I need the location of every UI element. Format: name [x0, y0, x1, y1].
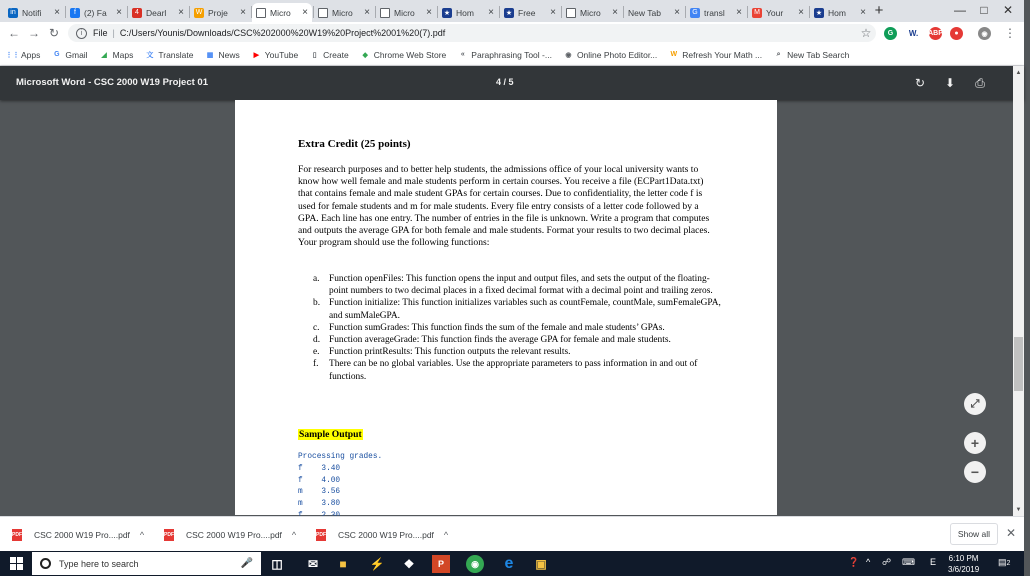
address-url: C:/Users/Younis/Downloads/CSC%202000%20W19%20Project%2001%20(7).pdf — [119, 28, 446, 38]
pdf-file-icon: PDF — [164, 529, 174, 541]
tab-close-icon[interactable]: × — [240, 7, 246, 18]
page-indicator[interactable]: 4 / 5 — [496, 77, 514, 87]
bookmark-star-icon[interactable]: ☆ — [860, 26, 872, 40]
sample-output-line: Processing grades. — [298, 453, 383, 461]
list-marker: e. — [313, 347, 320, 358]
address-bar[interactable] — [68, 24, 876, 42]
list-text: Function averageGrade: This function finds the average GPA for female and male students. — [329, 335, 671, 346]
list-text: Function sumGrades: This function finds the sum of the female and male students’ GPAs. — [329, 322, 665, 333]
list-text: There can be no global variables. Use the appropriate parameters to pass information in and out of functions. — [329, 359, 698, 382]
list-marker: f. — [313, 359, 319, 370]
store-icon[interactable]: ▣ — [535, 557, 547, 571]
page-icon: ▯ — [312, 51, 317, 59]
download-filename: CSC 2000 W19 Pro....pdf — [186, 530, 282, 540]
bookmark-5[interactable] — [252, 50, 298, 60]
adblock-extension-icon[interactable]: ABP — [929, 27, 942, 40]
tab-label: transl — [704, 7, 725, 18]
chrome-icon[interactable]: ◉ — [466, 555, 484, 573]
windows-taskbar — [0, 551, 1024, 576]
tab-close-icon[interactable]: × — [798, 7, 804, 18]
tab-11[interactable] — [686, 3, 746, 22]
list-item — [313, 334, 723, 346]
list-marker: d. — [313, 335, 321, 346]
sample-output-line: f 3.40 — [298, 464, 341, 473]
tab-label: Proje — [208, 7, 228, 18]
tab-close-icon[interactable]: × — [426, 7, 432, 18]
wolfram-icon: W — [670, 51, 678, 58]
chrome-menu-icon[interactable]: ⋮ — [1004, 26, 1016, 40]
forward-arrow-icon[interactable]: → — [28, 26, 40, 40]
tab-label: Your — [766, 7, 784, 18]
list-item — [313, 273, 723, 297]
wolfram-extension-icon[interactable]: W. — [908, 29, 919, 38]
clock-date: 3/6/2019 — [948, 565, 980, 574]
tab-close-icon[interactable]: × — [54, 7, 60, 18]
notification-icon[interactable]: ▤2 — [998, 557, 1011, 567]
show-all-downloads-button[interactable]: Show all — [950, 523, 998, 545]
tab-close-icon[interactable]: × — [860, 7, 866, 18]
youtube-icon: ▶ — [253, 51, 259, 59]
network-icon[interactable]: ☍ — [882, 557, 892, 567]
tab-close-icon[interactable]: × — [116, 7, 122, 18]
gmail-icon: M — [752, 8, 762, 18]
bookmark-3[interactable] — [145, 50, 193, 60]
task-view-icon[interactable]: ◫ — [271, 557, 283, 571]
bookmark-label: Translate — [158, 49, 194, 60]
bookmark-label: Refresh Your Math ... — [682, 49, 763, 60]
bookmark-label: Apps — [21, 49, 41, 60]
tab-0[interactable] — [4, 3, 64, 22]
list-marker: c. — [313, 322, 320, 333]
scrollbar-thumb[interactable] — [1014, 337, 1023, 391]
bookmark-label: Online Photo Editor... — [576, 49, 658, 60]
pdf-page — [235, 100, 777, 515]
pdf-title: Microsoft Word - CSC 2000 W19 Project 01 — [16, 77, 208, 88]
download-filename: CSC 2000 W19 Pro....pdf — [34, 530, 130, 540]
print-icon[interactable]: ⎙ — [975, 75, 985, 90]
list-text: Function initialize: This function initializes variables such as countFemale, countMale, sumFemaleGPA, and sumMaleGPA. — [329, 298, 721, 321]
tab-3[interactable] — [190, 3, 250, 22]
tab-strip — [0, 0, 1024, 22]
photo-editor-icon: ◉ — [565, 51, 572, 59]
pdf-file-icon: PDF — [316, 529, 326, 541]
address-separator: | — [112, 28, 115, 38]
apps-grid-icon: ⋮⋮ — [5, 51, 20, 59]
page-icon — [318, 8, 328, 18]
tab-close-icon[interactable]: × — [364, 7, 370, 18]
tab-label: New Tab — [628, 7, 661, 18]
bookmark-label: News — [218, 49, 240, 60]
download-options-chevron-icon[interactable]: ^ — [443, 530, 449, 540]
fit-page-icon[interactable]: ⤢ — [964, 393, 986, 415]
page-icon — [566, 8, 576, 18]
tab-label: Free — [518, 7, 536, 18]
pdf-file-icon: PDF — [12, 529, 22, 541]
bookmark-label: Gmail — [65, 49, 88, 60]
list-item — [313, 297, 723, 321]
star-bookmark-icon: ★ — [505, 9, 513, 17]
sample-output-line: m 3.80 — [298, 500, 341, 509]
section-heading: Extra Credit (25 points) — [298, 138, 411, 150]
news-icon: ▦ — [206, 51, 214, 59]
bookmark-10[interactable] — [669, 50, 762, 60]
calendar-4-icon: 4 — [132, 8, 142, 18]
tab-label: Micro — [270, 7, 291, 18]
sample-output-heading: Sample Output — [299, 429, 362, 440]
facebook-icon: f — [70, 8, 80, 18]
list-text: Function openFiles: This function opens the input and output files, and sets the output of the floating-point numbers to two decimal places in a fixed decimal format with a decimal point and trailing zeros. — [329, 274, 713, 297]
lightning-app-icon[interactable]: ⚡ — [369, 557, 385, 571]
tab-2[interactable] — [128, 3, 188, 22]
sample-output-line: m 3.56 — [298, 488, 341, 497]
list-item — [313, 346, 723, 358]
scroll-down-arrow-icon[interactable]: ▼ — [1015, 507, 1022, 513]
info-icon[interactable]: i — [76, 28, 87, 39]
tab-close-icon[interactable]: × — [550, 7, 556, 18]
bookmark-label: Create — [323, 49, 349, 60]
help-icon[interactable]: ❓ — [848, 557, 860, 567]
scroll-up-arrow-icon[interactable]: ▲ — [1015, 70, 1022, 76]
tab-6[interactable] — [376, 3, 436, 22]
taskbar-search-placeholder: Type here to search — [59, 558, 139, 569]
edge-icon[interactable]: e — [504, 555, 514, 572]
tab-label: Hom — [456, 7, 474, 18]
tab-4[interactable] — [252, 3, 312, 22]
file-explorer-icon[interactable]: ■ — [339, 557, 347, 571]
reload-icon[interactable]: ↻ — [48, 26, 60, 40]
function-list — [313, 273, 723, 383]
powerpoint-icon[interactable]: P — [432, 555, 450, 573]
tab-9[interactable] — [562, 3, 622, 22]
tab-close-icon[interactable]: × — [302, 7, 308, 18]
search-icon: ⌕ — [776, 50, 781, 58]
tab-13[interactable] — [810, 3, 870, 22]
linkedin-icon: in — [8, 8, 18, 18]
bookmark-4[interactable] — [206, 50, 240, 60]
download-options-chevron-icon[interactable]: ^ — [139, 530, 145, 540]
download-icon[interactable]: ⬇ — [944, 76, 956, 90]
download-item[interactable] — [164, 525, 296, 545]
grammarly-extension-icon[interactable]: G — [884, 27, 897, 40]
tab-label: Micro — [394, 7, 415, 18]
back-arrow-icon[interactable]: ← — [8, 26, 20, 40]
bookmark-label: New Tab Search — [787, 49, 850, 60]
bookmark-9[interactable] — [564, 50, 657, 60]
google-icon: G — [690, 8, 700, 18]
language-icon[interactable]: E — [930, 557, 937, 567]
bookmark-6[interactable] — [310, 50, 349, 60]
scrollbar-track[interactable] — [1013, 66, 1024, 516]
zoom-out-button[interactable]: − — [964, 461, 986, 483]
bookmark-label: Chrome Web Store — [373, 49, 447, 60]
tab-8[interactable] — [500, 3, 560, 22]
downloads-shelf — [0, 516, 1024, 551]
bookmark-8[interactable] — [458, 50, 552, 60]
list-text: Function printResults: This function outputs the relevant results. — [329, 347, 571, 358]
translate-icon: 文 — [146, 51, 154, 59]
tab-close-icon[interactable]: × — [178, 7, 184, 18]
cortana-icon — [40, 558, 51, 569]
recording-extension-icon[interactable]: ● — [950, 27, 963, 40]
list-item — [313, 358, 723, 382]
quote-icon: « — [460, 51, 465, 58]
list-marker: a. — [313, 274, 320, 284]
list-marker: b. — [313, 298, 321, 309]
page-icon — [256, 8, 266, 18]
tab-label: Hom — [828, 7, 846, 18]
download-item[interactable] — [12, 525, 144, 545]
navigation-bar — [0, 22, 1024, 44]
close-downloads-icon[interactable]: ✕ — [1006, 526, 1017, 540]
bookmarks-bar — [0, 44, 1024, 66]
sample-output-block — [298, 452, 382, 523]
bookmark-1[interactable] — [52, 50, 87, 60]
tab-5[interactable] — [314, 3, 374, 22]
bookmark-label: YouTube — [264, 49, 299, 60]
google-icon: G — [54, 51, 60, 58]
profile-avatar[interactable]: ◉ — [978, 27, 991, 40]
maps-icon: ◢ — [101, 51, 107, 59]
download-options-chevron-icon[interactable]: ^ — [291, 530, 297, 540]
pdf-toolbar — [0, 66, 1024, 100]
tab-close-icon[interactable]: × — [612, 7, 618, 18]
dropbox-icon[interactable]: ❖ — [403, 557, 415, 571]
wolfram-icon: W — [195, 9, 203, 16]
tray-chevron-icon[interactable]: ^ — [866, 557, 871, 567]
download-item[interactable] — [316, 525, 448, 545]
tab-label: Dearl — [146, 7, 167, 18]
address-scheme: File — [93, 28, 108, 38]
webstore-icon: ◆ — [362, 51, 368, 59]
maximize-button[interactable]: □ — [980, 3, 988, 17]
zoom-in-button[interactable]: + — [964, 432, 986, 454]
tab-10[interactable] — [624, 3, 684, 22]
tab-12[interactable] — [748, 3, 808, 22]
tab-label: Micro — [580, 7, 601, 18]
tab-close-icon[interactable]: × — [736, 7, 742, 18]
taskbar-clock[interactable] — [948, 553, 979, 575]
rotate-icon[interactable]: ↻ — [914, 76, 926, 90]
mail-icon[interactable]: ✉ — [307, 557, 319, 571]
minimize-button[interactable]: — — [954, 3, 966, 17]
windows-start-icon[interactable] — [10, 557, 23, 570]
page-icon — [380, 8, 390, 18]
bookmark-label: Maps — [112, 49, 134, 60]
problem-paragraph: For research purposes and to better help students, the admissions office of your local university wants to know how well female and male students perform in certain courses. You receive a file (ECPart1Data.txt) that contains female and male student GPAs for certain courses. Due to confidentiality, the letter code f is used for female students and m for male students. Every file entry consists of a letter code followed by a GPA. Each line has one entry. The number of entries in the file is unknown. Write a program that computes and outputs the average GPA for both female and male students. Format your results to two decimal places. Your program should use the following functions: — [298, 164, 710, 249]
bookmark-11[interactable] — [774, 50, 849, 60]
tab-7[interactable] — [438, 3, 498, 22]
tab-label: Notifi — [22, 7, 42, 18]
sample-output-line: f 4.00 — [298, 476, 341, 485]
download-filename: CSC 2000 W19 Pro....pdf — [338, 530, 434, 540]
close-window-button[interactable]: ✕ — [1002, 3, 1014, 17]
star-bookmark-icon: ★ — [443, 9, 451, 17]
microphone-icon[interactable]: 🎤 — [240, 558, 253, 569]
tab-label: (2) Fa — [84, 7, 107, 18]
bookmark-7[interactable] — [361, 50, 447, 60]
tab-close-icon[interactable]: × — [488, 7, 494, 18]
bookmark-0[interactable] — [5, 49, 41, 60]
tab-1[interactable] — [66, 3, 126, 22]
tab-label: Micro — [332, 7, 353, 18]
list-item — [313, 322, 723, 334]
taskbar-search-input[interactable] — [32, 552, 261, 575]
notification-count: 2 — [1006, 560, 1011, 567]
clock-time: 6:10 PM — [948, 554, 979, 563]
keyboard-icon[interactable]: ⌨ — [902, 557, 915, 567]
star-bookmark-icon: ★ — [815, 9, 823, 17]
bookmark-2[interactable] — [100, 50, 134, 60]
bookmark-label: Paraphrasing Tool -... — [471, 49, 552, 60]
tab-close-icon[interactable]: × — [674, 7, 680, 18]
new-tab-icon[interactable]: + — [874, 1, 884, 19]
